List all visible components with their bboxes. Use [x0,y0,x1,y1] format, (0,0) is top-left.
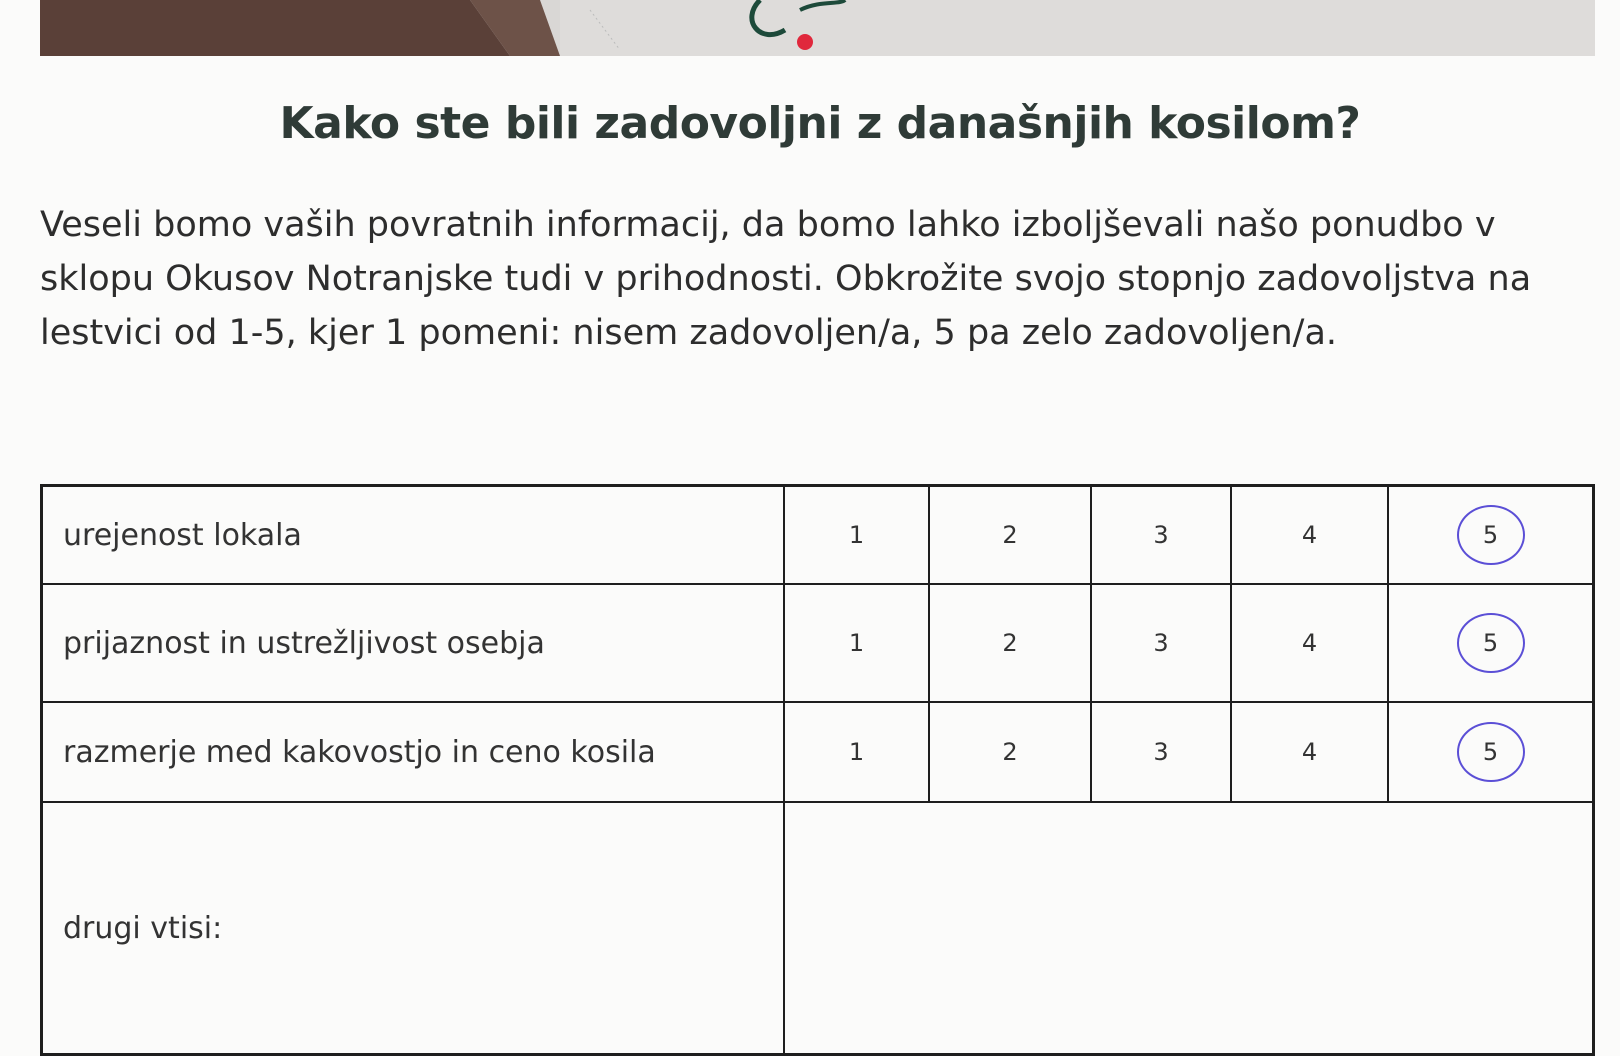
table-row [42,486,1594,585]
rating-option-3[interactable]: 3 [1091,486,1231,585]
table-row [42,702,1594,802]
row-label: urejenost lokala [42,486,785,585]
rating-option-1[interactable]: 1 [784,584,929,702]
page-title: Kako ste bili zadovoljni z današnjih kosilom? [279,98,1361,149]
table-row [42,584,1594,702]
rating-option-4[interactable]: 4 [1231,702,1388,802]
rating-option-3[interactable]: 3 [1091,702,1231,802]
comments-row [42,802,1594,1055]
rating-option-2[interactable]: 2 [929,584,1091,702]
row-label: razmerje med kakovostjo in ceno kosila [42,702,785,802]
rating-option-5-selected[interactable] [1388,486,1594,585]
intro-paragraph: Veseli bomo vaših povratnih informacij, da bomo lahko izboljševali našo ponudbo v sklopu Okusov Notranjske tudi v prihodnosti. Obkrožite svojo stopnjo zadovoljstva na lestvici od 1-5, kjer 1 pomeni: nisem zadovoljen/a, 5 pa zelo zadovoljen/a. [40,205,1532,353]
rating-option-2[interactable]: 2 [929,486,1091,585]
rating-option-4[interactable]: 4 [1231,486,1388,585]
rating-option-2[interactable]: 2 [929,702,1091,802]
rating-option-4[interactable]: 4 [1231,584,1388,702]
rating-option-1[interactable]: 1 [784,486,929,585]
selected-circle: 5 [1457,722,1525,782]
row-label: prijaznost in ustrežljivost osebja [42,584,785,702]
header-photo-banner [40,0,1595,56]
rating-option-1[interactable]: 1 [784,702,929,802]
selected-circle: 5 [1457,613,1525,673]
comments-label: drugi vtisi: [42,802,785,1055]
rating-option-3[interactable]: 3 [1091,584,1231,702]
rating-option-5-selected[interactable] [1388,584,1594,702]
satisfaction-table [40,484,1595,1056]
comments-field[interactable] [784,802,1594,1055]
selected-circle: 5 [1457,505,1525,565]
rating-option-5-selected[interactable] [1388,702,1594,802]
